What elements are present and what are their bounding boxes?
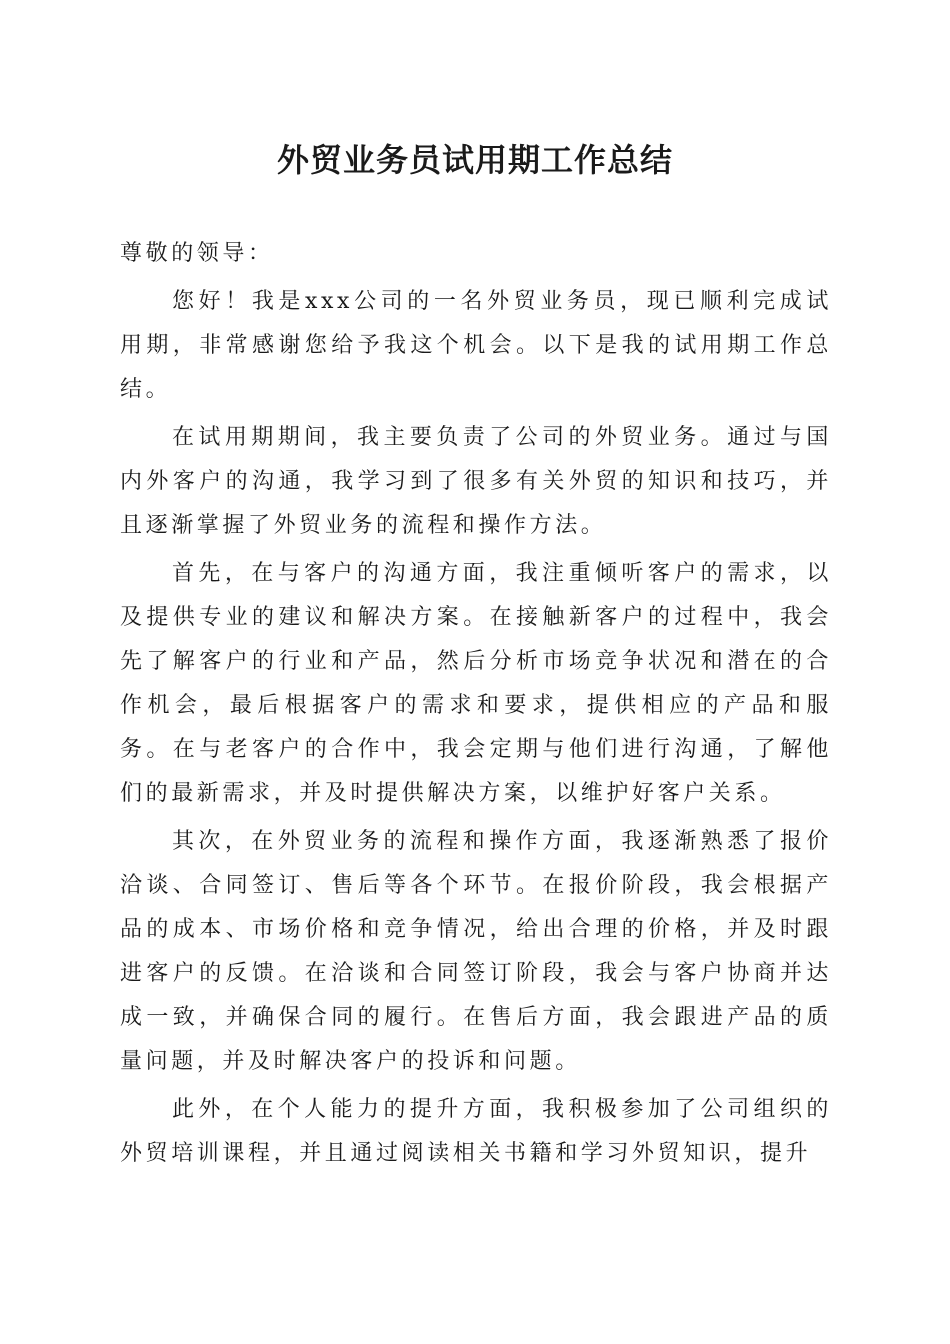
paragraph-process: 其次，在外贸业务的流程和操作方面，我逐渐熟悉了报价洽谈、合同签订、售后等各个环节。在报价阶段，我会根据产品的成本、市场价格和竞争情况，给出合理的价格，并及时跟进客户的反馈。在洽谈和合同签订阶段，我会与客户协商并达成一致，并确保合同的履行。在售后方面，我会跟进产品的质量问题，并及时解决客户的投诉和问题。 xyxy=(120,829,832,1074)
paragraph-communication: 首先，在与客户的沟通方面，我注重倾听客户的需求，以及提供专业的建议和解决方案。在接触新客户的过程中，我会先了解客户的行业和产品，然后分析市场竞争状况和潜在的合作机会，最后根据客户的需求和要求，提供相应的产品和服务。在与老客户的合作中，我会定期与他们进行沟通，了解他们的最新需求，并及时提供解决方案，以维护好客户关系。 xyxy=(120,561,832,806)
paragraph-greeting: 您好！我是xxx公司的一名外贸业务员，现已顺利完成试用期，非常感谢您给予我这个机会。以下是我的试用期工作总结。 xyxy=(120,289,832,402)
document-body xyxy=(120,232,832,1180)
paragraph-overview: 在试用期期间，我主要负责了公司的外贸业务。通过与国内外客户的沟通，我学习到了很多有关外贸的知识和技巧，并且逐渐掌握了外贸业务的流程和操作方法。 xyxy=(120,425,832,538)
salutation: 尊敬的领导： xyxy=(120,241,274,266)
paragraph-self-improvement: 此外，在个人能力的提升方面，我积极参加了公司组织的外贸培训课程，并且通过阅读相关书籍和学习外贸知识，提升 xyxy=(120,1097,832,1166)
document-title: 外贸业务员试用期工作总结 xyxy=(276,141,673,179)
